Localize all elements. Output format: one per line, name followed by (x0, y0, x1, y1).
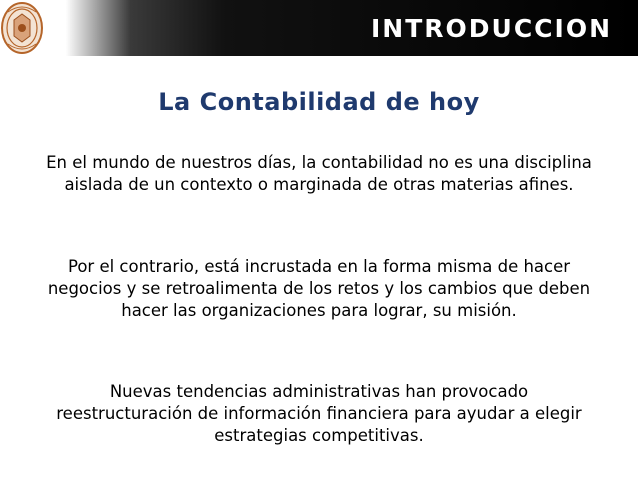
paragraph-2: Por el contrario, está incrustada en la forma misma de hacer negocios y se retroalimenta de los retos y los cambios que deben hacer las organizaciones para lograr, su misión. (47, 257, 591, 320)
paragraph-3: Nuevas tendencias administrativas han provocado reestructuración de información financiera para ayudar a elegir estrategias competitivas. (56, 382, 582, 445)
header-bar (48, 0, 638, 56)
header-title: INTRODUCCION (370, 14, 612, 43)
paragraph-1: En el mundo de nuestros días, la contabilidad no es una disciplina aislada de un contexto o marginada de otras materias afines. (46, 153, 592, 194)
university-seal-icon (0, 0, 44, 56)
slide-subtitle: La Contabilidad de hoy (158, 88, 480, 116)
